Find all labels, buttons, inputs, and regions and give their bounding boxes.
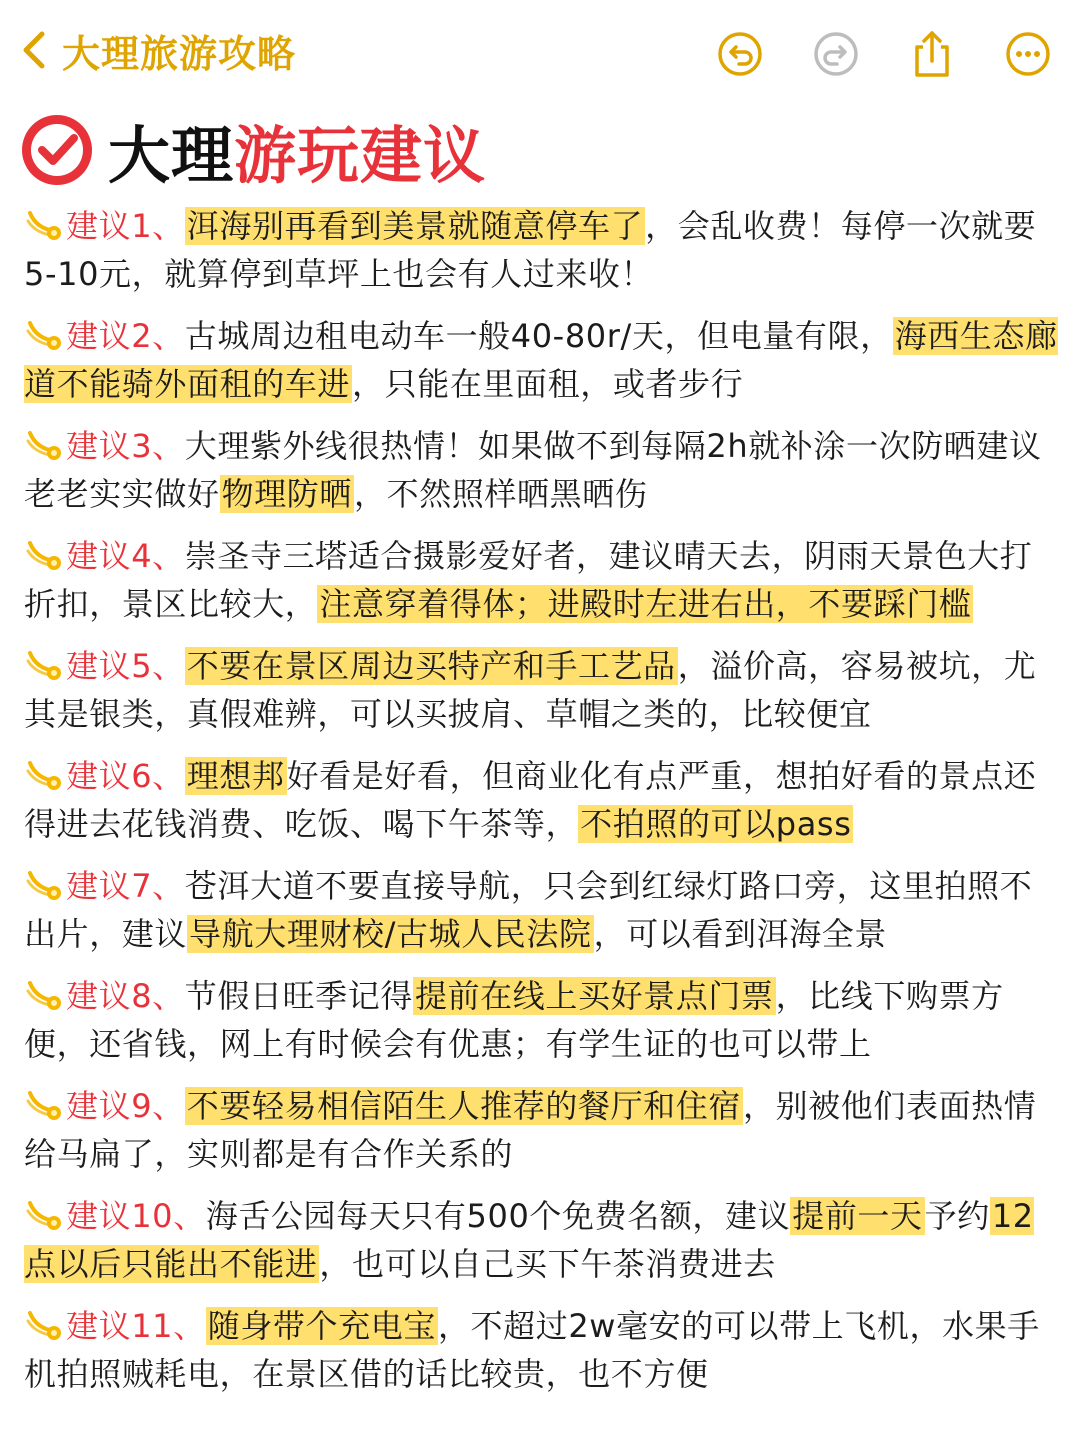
title-part-2: 游玩建议 [234,118,487,192]
suggestion-text: ，不超过2w毫安的可以带上飞机，水果手机拍照贼耗电，在景区借的话比较贵，也不方便 [24,1307,1040,1393]
suggestion-text: ，会乱收费！每停一次就要5-10元，就算停到草坪上也会有人过来收！ [24,207,1037,293]
suggestion-label: 建议5、 [66,647,185,685]
suggestion-text: ，比线下购票方便，还省钱，网上有时候会有优惠；有学生证的也可以带上 [24,977,1004,1063]
comet-icon [24,1088,66,1122]
top-bar [0,0,1080,100]
suggestion-label: 建议9、 [66,1087,185,1125]
suggestion-item [24,1192,1060,1288]
suggestion-label: 建议4、 [66,537,185,575]
suggestion-item [24,1302,1060,1398]
suggestion-item [24,862,1060,958]
suggestion-text: 节假日旺季记得 [184,977,413,1015]
suggestion-item [24,642,1060,738]
highlighted-text: 理想邦 [186,757,285,795]
comet-icon [24,1198,66,1232]
suggestion-label: 建议10、 [66,1197,206,1235]
highlighted-text: 海西生态廊道不能骑外面租的车进 [24,317,1058,403]
suggestion-item [24,312,1060,408]
comet-icon [24,538,66,572]
suggestion-label: 建议1、 [66,207,185,245]
highlighted-text: 提前在线上买好景点门票 [414,977,774,1015]
toolbar [712,26,1056,82]
highlighted-text: 12点以后只能出不能进 [24,1197,1034,1283]
suggestion-text: 古城周边租电动车一般40-80r/天，但电量有限， [184,317,893,355]
comet-icon [24,1308,66,1342]
suggestion-text: 崇圣寺三塔适合摄影爱好者，建议晴天去，阴雨天景色大打折扣，景区比较大， [24,537,1033,623]
comet-icon [24,758,66,792]
highlighted-text: 物理防晒 [221,475,353,513]
suggestion-text: 予约 [924,1197,990,1235]
highlighted-text: 不拍照的可以pass [580,805,852,843]
suggestion-label: 建议7、 [66,867,185,905]
suggestion-text: ，可以看到洱海全景 [593,915,888,953]
share-button[interactable] [904,26,960,82]
suggestion-text: ，不然照样晒黑晒伤 [354,475,648,513]
check-badge-icon [20,113,94,187]
suggestion-item [24,532,1060,628]
comet-icon [24,978,66,1012]
suggestion-text: 大理紫外线很热情！如果做不到每隔2h就补涂一次防晒建议老老实实做好 [24,427,1042,513]
highlighted-text: 导航大理财校/古城人民法院 [189,915,592,953]
highlighted-text: 随身带个充电宝 [207,1307,436,1345]
highlighted-text: 注意穿着得体；进殿时左进右出，不要踩门槛 [319,585,972,623]
back-button[interactable] [16,22,296,78]
highlighted-text: 提前一天 [792,1197,923,1235]
redo-button[interactable] [808,26,864,82]
suggestion-text: ，只能在里面租，或者步行 [352,365,744,403]
page-title [20,110,486,190]
comet-icon [24,648,66,682]
comet-icon [24,318,66,352]
suggestion-text: ，也可以自己买下午茶消费进去 [319,1245,776,1283]
title-part-1: 大理 [108,118,235,192]
suggestion-text: 海舌公园每天只有500个免费名额，建议 [205,1197,791,1235]
suggestion-item [24,1082,1060,1178]
suggestion-item [24,972,1060,1068]
suggestion-text: 好看是好看，但商业化有点严重，想拍好看的景点还得进去花钱消费、吃饭、喝下午茶等， [24,757,1037,843]
suggestion-list [24,202,1060,1412]
highlighted-text: 不要在景区周边买特产和手工艺品 [186,647,676,685]
suggestion-item [24,752,1060,848]
comet-icon [24,208,66,242]
undo-icon [717,31,763,77]
suggestion-text: ，溢价高，容易被坑，尤其是银类，真假难辨，可以买披肩、草帽之类的，比较便宜 [24,647,1037,733]
highlighted-text: 洱海别再看到美景就随意停车了 [186,207,644,245]
suggestion-item [24,202,1060,298]
suggestion-item [24,422,1060,518]
comet-icon [24,428,66,462]
comet-icon [24,868,66,902]
redo-icon [813,31,859,77]
suggestion-label: 建议8、 [66,977,185,1015]
highlighted-text: 不要轻易相信陌生人推荐的餐厅和住宿 [186,1087,741,1125]
suggestion-label: 建议2、 [66,317,185,355]
suggestion-text: 苍洱大道不要直接导航，只会到红绿灯路口旁，这里拍照不出片，建议 [24,867,1033,953]
chevron-left-icon [16,26,52,74]
suggestion-text: ，别被他们表面热情给马扁了，实则都是有合作关系的 [24,1087,1037,1173]
suggestion-label: 建议3、 [66,427,185,465]
more-button[interactable] [1000,26,1056,82]
back-label: 大理旅游攻略 [62,31,297,76]
suggestion-label: 建议11、 [66,1307,206,1345]
undo-button[interactable] [712,26,768,82]
suggestion-label: 建议6、 [66,757,185,795]
more-icon [1005,31,1051,77]
share-icon [909,29,955,79]
